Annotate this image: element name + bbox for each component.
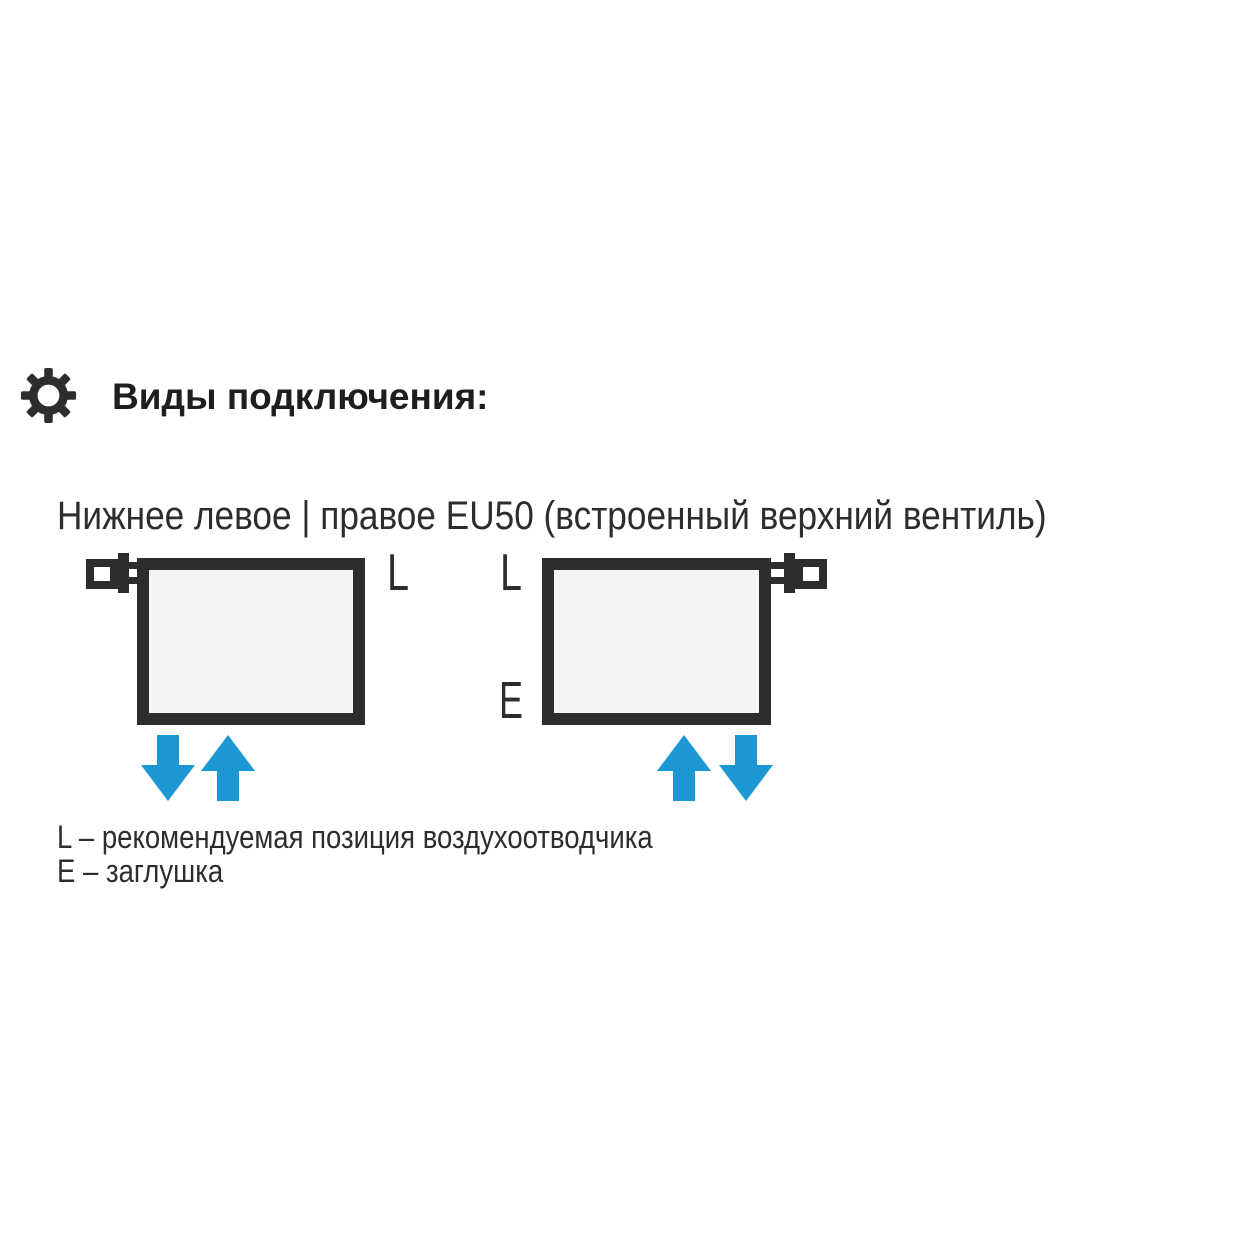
gear-icon — [20, 367, 77, 424]
plug-label-right: E — [499, 672, 523, 730]
radiator-left-body — [143, 564, 359, 719]
air-vent-label-right: L — [500, 544, 522, 602]
legend-air-vent: L – рекомендуемая позиция воздухоотводчика — [57, 819, 653, 855]
radiator-right-body — [548, 564, 765, 719]
arrow-up-icon — [201, 735, 255, 801]
air-vent-label-left: L — [387, 544, 409, 602]
radiator-left — [90, 544, 409, 801]
legend — [57, 820, 750, 888]
arrow-down-icon — [141, 735, 195, 801]
arrow-down-icon — [719, 735, 773, 801]
arrow-up-icon — [657, 735, 711, 801]
valve-fitting-right-icon — [769, 553, 823, 593]
connection-type-subtitle: Нижнее левое | правое EU50 (встроенный верхний вентиль) — [57, 494, 1047, 538]
valve-fitting-left-icon — [90, 553, 144, 593]
section-title: Виды подключения: — [112, 376, 489, 417]
connection-diagram — [0, 540, 880, 825]
legend-plug: E – заглушка — [57, 853, 224, 889]
radiator-right — [499, 544, 823, 801]
